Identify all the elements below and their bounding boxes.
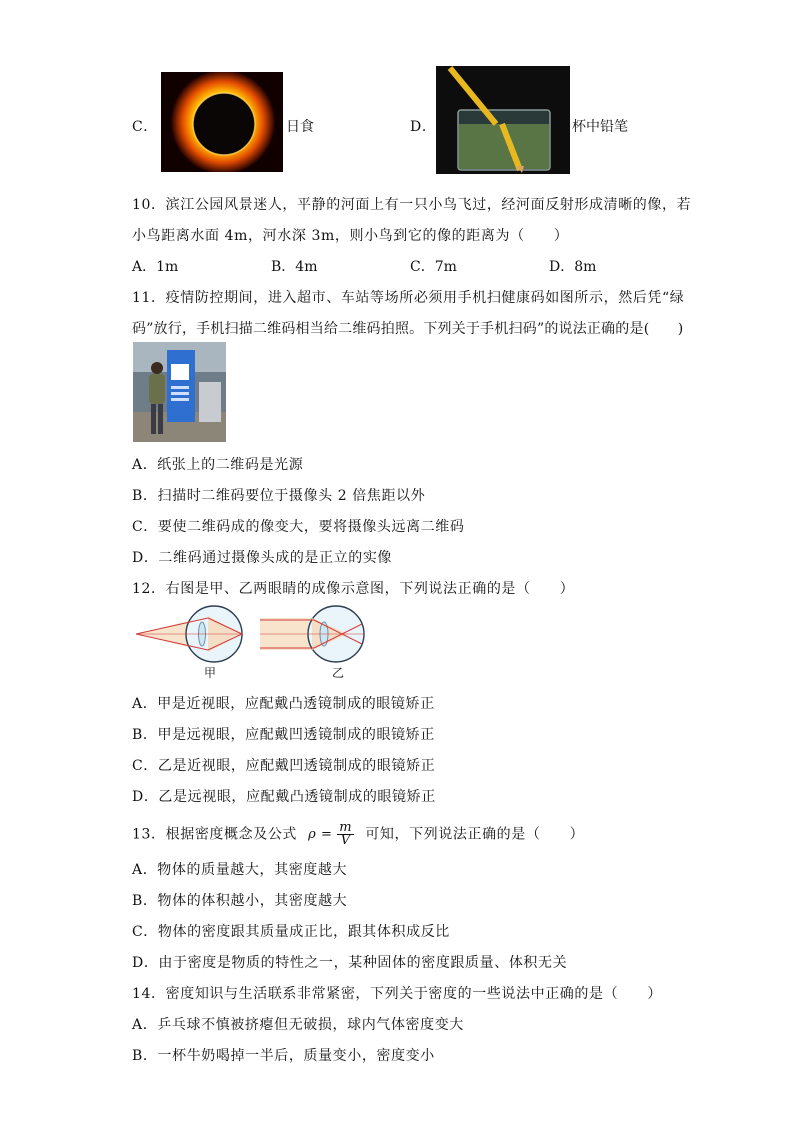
density-formula [308, 822, 354, 847]
q10-option-c: C．7m [410, 259, 457, 275]
q13-option-c: C．物体的密度跟其质量成正比，跟其体积成反比 [132, 924, 450, 940]
q12-stem: 12．右图是甲、乙两眼睛的成像示意图，下列说法正确的是（ ） [132, 581, 575, 597]
q11-stem-line2: 码”放行，手机扫描二维码相当给二维码拍照。下列关于手机扫码”的说法正确的是( ) [132, 321, 684, 337]
q10-option-b: B．4m [271, 259, 318, 275]
q13-option-a: A．物体的质量越大，其密度越大 [132, 862, 348, 878]
qr-scan-photo [133, 342, 226, 442]
q14-option-a: A．乒乓球不慎被挤瘪但无破损，球内气体密度变大 [132, 1017, 464, 1033]
q14-option-b: B．一杯牛奶喝掉一半后，质量变小，密度变小 [132, 1048, 435, 1064]
q9-option-c-text: 日食 [286, 119, 314, 135]
eye-label-jia: 甲 [204, 666, 217, 680]
q10-option-a: A．1m [132, 259, 179, 275]
q13-stem [132, 822, 584, 847]
q14-stem: 14．密度知识与生活联系非常紧密，下列关于密度的一些说法中正确的是（ ） [132, 986, 663, 1002]
q10-option-d: D．8m [549, 259, 597, 275]
solar-eclipse-image [161, 72, 283, 172]
formula-denominator: V [340, 833, 351, 848]
q10-stem-line2: 小鸟距离水面 4m，河水深 3m，则小鸟到它的像的距离为（ ） [132, 228, 569, 244]
q9-option-d-text: 杯中铅笔 [572, 119, 628, 135]
formula-numerator: m [339, 820, 353, 835]
q11-option-d: D．二维码通过摄像头成的是正立的实像 [132, 550, 393, 566]
pencil-in-cup-image [436, 66, 570, 174]
q11-stem-line1: 11．疫情防控期间，进入超市、车站等场所必须用手机扫健康码如图所示，然后凭“绿 [132, 290, 685, 306]
q11-option-b: B．扫描时二维码要位于摄像头 2 倍焦距以外 [132, 488, 426, 504]
q9-option-c-letter: C． [132, 119, 158, 135]
q10-stem-line1: 10．滨江公园风景迷人，平静的河面上有一只小鸟飞过，经河面反射形成清晰的像，若 [132, 197, 692, 213]
q11-option-c: C．要使二维码成的像变大，要将摄像头远离二维码 [132, 519, 465, 535]
eye-label-yi: 乙 [332, 666, 345, 680]
q13-option-b: B．物体的体积越小，其密度越大 [132, 893, 348, 909]
q13-stem-pre: 13．根据密度概念及公式 [132, 826, 298, 843]
q12-option-d: D．乙是远视眼，应配戴凸透镜制成的眼镜矫正 [132, 789, 436, 805]
q12-option-c: C．乙是近视眼，应配戴凹透镜制成的眼镜矫正 [132, 758, 436, 774]
q12-option-a: A．甲是近视眼，应配戴凸透镜制成的眼镜矫正 [132, 696, 435, 712]
formula-lhs: ρ = [308, 827, 333, 842]
q13-option-d: D．由于密度是物质的特性之一，某种固体的密度跟质量、体积无关 [132, 955, 568, 971]
q12-option-b: B．甲是远视眼，应配戴凹透镜制成的眼镜矫正 [132, 727, 435, 743]
q13-stem-post: 可知，下列说法正确的是（ ） [365, 826, 585, 843]
q10-options [132, 256, 692, 276]
q9-option-d-letter: D． [410, 119, 437, 135]
eye-imaging-diagram [134, 604, 370, 680]
q11-option-a: A．纸张上的二维码是光源 [132, 457, 304, 473]
